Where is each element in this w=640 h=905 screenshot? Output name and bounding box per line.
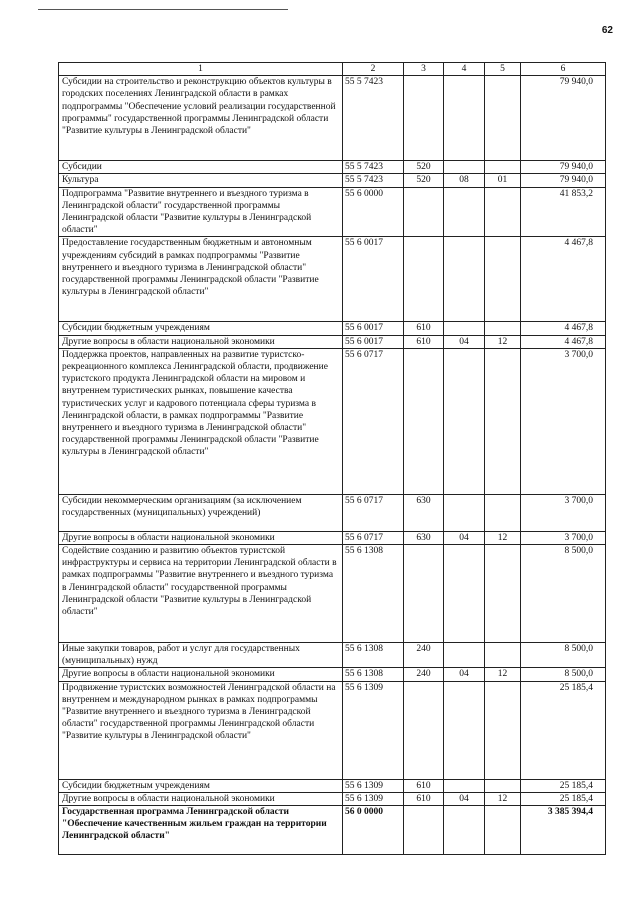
row-pr-cell xyxy=(485,161,521,174)
row-amount-cell: 3 700,0 xyxy=(521,531,606,544)
row-rz-cell: 08 xyxy=(444,174,485,187)
row-pr-cell xyxy=(485,643,521,668)
row-name-cell: Другие вопросы в области национальной экономики xyxy=(59,792,343,805)
row-code-cell: 56 0 0000 xyxy=(343,806,404,855)
row-name-cell: Содействие созданию и развитию объектов туристской инфраструктуры и сервиса на территории Ленинградской области в рамках подпрограммы "Развитие внутреннего и въездного туризма в Ленинградской области" государственной программы Ленинградской области "Развитие культуры в Ленинградской области" xyxy=(59,545,343,643)
row-vr-cell xyxy=(404,681,444,779)
row-rz-cell xyxy=(444,494,485,531)
row-name-cell: Культура xyxy=(59,174,343,187)
row-amount-cell: 25 185,4 xyxy=(521,681,606,779)
header-row xyxy=(59,63,606,76)
row-amount-cell: 4 467,8 xyxy=(521,335,606,348)
row-vr-cell: 610 xyxy=(404,779,444,792)
row-pr-cell xyxy=(485,322,521,335)
row-name-cell: Поддержка проектов, направленных на развитие туристско-рекреационного комплекса Ленинградской области, продвижение туристского продукта Ленинградской области на мировом и внутреннем туристических рынках, повышение качества туристических услуг и кадрового потенциала сферы туризма в Ленинградской области, в рамках подпрограммы "Развитие внутреннего и въездного туризма в Ленинградской области" государственной программы Ленинградской области "Развитие культуры в Ленинградской области" xyxy=(59,348,343,494)
row-amount-cell: 8 500,0 xyxy=(521,668,606,681)
table-row xyxy=(59,681,606,779)
row-amount-cell: 79 940,0 xyxy=(521,161,606,174)
header-cell: 3 xyxy=(404,63,444,76)
header-cell: 6 xyxy=(521,63,606,76)
row-pr-cell: 12 xyxy=(485,335,521,348)
row-amount-cell: 41 853,2 xyxy=(521,187,606,237)
row-name-cell: Субсидии xyxy=(59,161,343,174)
page-number: 62 xyxy=(601,25,613,36)
row-pr-cell xyxy=(485,237,521,322)
row-pr-cell: 12 xyxy=(485,531,521,544)
row-vr-cell: 610 xyxy=(404,792,444,805)
row-code-cell: 55 6 0717 xyxy=(343,494,404,531)
header-cell: 4 xyxy=(444,63,485,76)
row-rz-cell: 04 xyxy=(444,668,485,681)
budget-table xyxy=(58,62,606,855)
row-amount-cell: 3 385 394,4 xyxy=(521,806,606,855)
row-name-cell: Продвижение туристских возможностей Ленинградской области на внутреннем и международном рынках в рамках подпрограммы "Развитие внутреннего и въездного туризма в Ленинградской области" государственной программы Ленинградской области "Развитие культуры в Ленинградской области" xyxy=(59,681,343,779)
row-pr-cell xyxy=(485,187,521,237)
row-vr-cell xyxy=(404,348,444,494)
row-rz-cell xyxy=(444,681,485,779)
row-name-cell: Другие вопросы в области национальной экономики xyxy=(59,335,343,348)
table-row xyxy=(59,335,606,348)
row-vr-cell: 240 xyxy=(404,643,444,668)
row-code-cell: 55 5 7423 xyxy=(343,161,404,174)
row-code-cell: 55 6 1308 xyxy=(343,643,404,668)
row-amount-cell: 4 467,8 xyxy=(521,322,606,335)
row-rz-cell: 04 xyxy=(444,335,485,348)
table-row xyxy=(59,348,606,494)
row-amount-cell: 79 940,0 xyxy=(521,174,606,187)
row-amount-cell: 8 500,0 xyxy=(521,643,606,668)
row-rz-cell xyxy=(444,187,485,237)
table-row xyxy=(59,806,606,855)
row-name-cell: Подпрограмма "Развитие внутреннего и въездного туризма в Ленинградской области" государственной программы Ленинградской области "Развитие культуры в Ленинградской области" xyxy=(59,187,343,237)
table-row xyxy=(59,792,606,805)
row-vr-cell: 520 xyxy=(404,174,444,187)
row-rz-cell xyxy=(444,348,485,494)
row-amount-cell: 4 467,8 xyxy=(521,237,606,322)
row-name-cell: Государственная программа Ленинградской области "Обеспечение качественным жильем граждан на территории Ленинградской области" xyxy=(59,806,343,855)
header-cell: 1 xyxy=(59,63,343,76)
header-cell: 2 xyxy=(343,63,404,76)
row-pr-cell xyxy=(485,806,521,855)
table-body xyxy=(59,76,606,855)
row-rz-cell xyxy=(444,161,485,174)
table-row xyxy=(59,322,606,335)
row-pr-cell xyxy=(485,681,521,779)
row-pr-cell xyxy=(485,348,521,494)
row-code-cell: 55 6 0717 xyxy=(343,348,404,494)
row-rz-cell xyxy=(444,545,485,643)
row-amount-cell: 3 700,0 xyxy=(521,494,606,531)
row-code-cell: 55 6 0017 xyxy=(343,335,404,348)
row-pr-cell: 12 xyxy=(485,792,521,805)
table-row xyxy=(59,187,606,237)
row-name-cell: Другие вопросы в области национальной экономики xyxy=(59,531,343,544)
row-pr-cell: 01 xyxy=(485,174,521,187)
row-amount-cell: 25 185,4 xyxy=(521,792,606,805)
row-name-cell: Другие вопросы в области национальной экономики xyxy=(59,668,343,681)
row-vr-cell xyxy=(404,237,444,322)
row-vr-cell xyxy=(404,187,444,237)
row-vr-cell: 630 xyxy=(404,531,444,544)
row-amount-cell: 25 185,4 xyxy=(521,779,606,792)
row-pr-cell xyxy=(485,76,521,161)
row-pr-cell: 12 xyxy=(485,668,521,681)
row-rz-cell xyxy=(444,76,485,161)
header-cell: 5 xyxy=(485,63,521,76)
row-name-cell: Субсидии на строительство и реконструкцию объектов культуры в городских поселениях Ленинградской области в рамках подпрограммы "Обеспечение условий реализации государственной программы" государственной программы Ленинградской области "Развитие культуры в Ленинградской области" xyxy=(59,76,343,161)
row-vr-cell: 520 xyxy=(404,161,444,174)
row-vr-cell: 610 xyxy=(404,335,444,348)
row-code-cell: 55 6 1308 xyxy=(343,545,404,643)
row-name-cell: Предоставление государственным бюджетным и автономным учреждениям субсидий в рамках подпрограммы "Развитие внутреннего и въездного туризма в Ленинградской области" государственной программы Ленинградской области "Развитие культуры в Ленинградской области" xyxy=(59,237,343,322)
top-rule xyxy=(38,9,288,10)
row-name-cell: Иные закупки товаров, работ и услуг для государственных (муниципальных) нужд xyxy=(59,643,343,668)
row-rz-cell: 04 xyxy=(444,792,485,805)
row-code-cell: 55 5 7423 xyxy=(343,76,404,161)
row-name-cell: Субсидии бюджетным учреждениям xyxy=(59,779,343,792)
row-vr-cell xyxy=(404,806,444,855)
row-rz-cell xyxy=(444,643,485,668)
row-vr-cell: 630 xyxy=(404,494,444,531)
row-amount-cell: 8 500,0 xyxy=(521,545,606,643)
row-vr-cell: 610 xyxy=(404,322,444,335)
row-code-cell: 55 6 0000 xyxy=(343,187,404,237)
row-amount-cell: 3 700,0 xyxy=(521,348,606,494)
row-name-cell: Субсидии некоммерческим организациям (за исключением государственных (муниципальных) учреждений) xyxy=(59,494,343,531)
row-name-cell: Субсидии бюджетным учреждениям xyxy=(59,322,343,335)
row-pr-cell xyxy=(485,779,521,792)
row-code-cell: 55 6 1309 xyxy=(343,681,404,779)
row-vr-cell xyxy=(404,76,444,161)
row-code-cell: 55 6 1309 xyxy=(343,792,404,805)
table-row xyxy=(59,494,606,531)
table-row xyxy=(59,161,606,174)
table-row xyxy=(59,174,606,187)
row-code-cell: 55 5 7423 xyxy=(343,174,404,187)
table-row xyxy=(59,76,606,161)
row-pr-cell xyxy=(485,545,521,643)
row-rz-cell xyxy=(444,779,485,792)
row-rz-cell xyxy=(444,237,485,322)
row-pr-cell xyxy=(485,494,521,531)
table-row xyxy=(59,643,606,668)
row-vr-cell: 240 xyxy=(404,668,444,681)
table-row xyxy=(59,668,606,681)
row-code-cell: 55 6 0717 xyxy=(343,531,404,544)
row-code-cell: 55 6 1309 xyxy=(343,779,404,792)
row-vr-cell xyxy=(404,545,444,643)
row-code-cell: 55 6 1308 xyxy=(343,668,404,681)
table-row xyxy=(59,531,606,544)
row-rz-cell xyxy=(444,322,485,335)
table-row xyxy=(59,237,606,322)
table-row xyxy=(59,545,606,643)
row-code-cell: 55 6 0017 xyxy=(343,322,404,335)
row-amount-cell: 79 940,0 xyxy=(521,76,606,161)
table-row xyxy=(59,779,606,792)
row-code-cell: 55 6 0017 xyxy=(343,237,404,322)
row-rz-cell: 04 xyxy=(444,531,485,544)
row-rz-cell xyxy=(444,806,485,855)
